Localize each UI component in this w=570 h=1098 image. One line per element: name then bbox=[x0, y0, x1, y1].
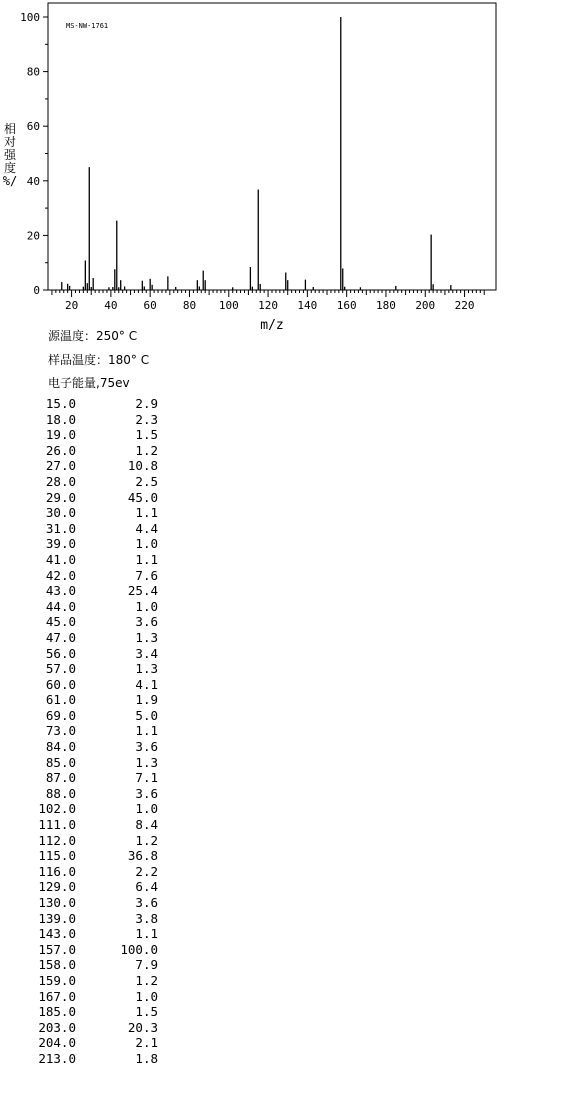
mz-cell: 102.0 bbox=[38, 801, 76, 817]
x-tick-label: 200 bbox=[415, 299, 436, 312]
sample-temperature: 样品温度：180° C bbox=[48, 353, 150, 367]
source-temperature: 源温度：250° C bbox=[48, 329, 138, 343]
intensity-cell: 1.3 bbox=[135, 629, 158, 645]
x-tick-label: 40 bbox=[104, 299, 118, 312]
peak-row bbox=[34, 568, 158, 584]
mz-cell: 42.0 bbox=[45, 567, 76, 583]
peak-row bbox=[34, 973, 158, 989]
peak-row bbox=[34, 677, 158, 693]
peak-row bbox=[34, 817, 158, 833]
intensity-cell: 3.6 bbox=[135, 785, 158, 801]
peak-row bbox=[34, 755, 158, 771]
mz-cell: 159.0 bbox=[38, 972, 76, 988]
peak-row bbox=[34, 1035, 158, 1051]
mz-cell: 88.0 bbox=[45, 785, 76, 801]
mz-cell: 203.0 bbox=[38, 1019, 76, 1035]
intensity-cell: 1.3 bbox=[135, 754, 158, 770]
intensity-cell: 45.0 bbox=[127, 489, 158, 505]
mz-cell: 15.0 bbox=[45, 396, 76, 411]
electron-energy: 电子能量,75ev bbox=[48, 376, 130, 390]
peak-row bbox=[34, 1004, 158, 1020]
intensity-cell: 3.8 bbox=[135, 910, 158, 926]
mz-cell: 26.0 bbox=[45, 442, 76, 458]
y-axis-label bbox=[3, 121, 17, 188]
peak-row bbox=[34, 895, 158, 911]
mz-cell: 84.0 bbox=[45, 739, 76, 755]
mz-cell: 116.0 bbox=[38, 863, 76, 879]
peak-row bbox=[34, 942, 158, 958]
mz-cell: 61.0 bbox=[45, 692, 76, 708]
mz-cell: 158.0 bbox=[38, 957, 76, 973]
peak-row bbox=[34, 630, 158, 646]
y-tick-label: 100 bbox=[20, 11, 40, 24]
intensity-cell: 7.6 bbox=[135, 567, 158, 583]
mz-cell: 57.0 bbox=[45, 661, 76, 677]
intensity-cell: 1.8 bbox=[135, 1050, 158, 1066]
mz-cell: 87.0 bbox=[45, 770, 76, 786]
intensity-cell: 1.1 bbox=[135, 926, 158, 942]
y-axis-label-char: %/ bbox=[2, 174, 18, 188]
y-axis bbox=[20, 11, 48, 297]
peak-row bbox=[34, 708, 158, 724]
peak-row bbox=[34, 1051, 158, 1067]
peak-row bbox=[34, 989, 158, 1005]
mz-cell: 85.0 bbox=[45, 754, 76, 770]
peak-row bbox=[34, 443, 158, 459]
mz-cell: 167.0 bbox=[38, 988, 76, 1004]
peak-row bbox=[34, 926, 158, 942]
intensity-cell: 7.1 bbox=[135, 770, 158, 786]
peak-row bbox=[34, 864, 158, 880]
mz-cell: 112.0 bbox=[38, 832, 76, 848]
mz-cell: 204.0 bbox=[38, 1035, 76, 1051]
mz-cell: 157.0 bbox=[38, 941, 76, 957]
intensity-cell: 1.3 bbox=[135, 661, 158, 677]
x-tick-label: 100 bbox=[218, 299, 239, 312]
x-tick-label: 180 bbox=[376, 299, 396, 312]
intensity-cell: 1.9 bbox=[135, 692, 158, 708]
mz-cell: 129.0 bbox=[38, 879, 76, 895]
peak-row bbox=[34, 770, 158, 786]
plot-frame bbox=[48, 3, 496, 290]
mz-cell: 56.0 bbox=[45, 645, 76, 661]
y-tick-label: 40 bbox=[26, 174, 40, 188]
x-tick-label: 220 bbox=[454, 299, 475, 312]
mz-cell: 28.0 bbox=[45, 473, 76, 489]
peak-row bbox=[34, 552, 158, 568]
intensity-cell: 4.1 bbox=[135, 676, 158, 692]
intensity-cell: 25.4 bbox=[127, 583, 158, 599]
mz-cell: 18.0 bbox=[45, 411, 76, 427]
intensity-cell: 1.2 bbox=[135, 972, 158, 988]
peak-row bbox=[34, 786, 158, 802]
intensity-cell: 3.6 bbox=[135, 739, 158, 755]
y-tick-label: 60 bbox=[26, 120, 40, 134]
y-axis-label-char: 相 bbox=[3, 122, 17, 136]
intensity-cell: 5.0 bbox=[135, 707, 158, 723]
mz-cell: 130.0 bbox=[38, 895, 76, 910]
peak-row bbox=[34, 583, 158, 599]
intensity-cell: 1.1 bbox=[135, 505, 158, 521]
intensity-cell: 3.4 bbox=[135, 645, 158, 661]
intensity-cell: 3.6 bbox=[135, 614, 158, 630]
peak-row bbox=[34, 957, 158, 973]
mz-cell: 31.0 bbox=[45, 520, 76, 536]
peak-row bbox=[34, 521, 158, 537]
intensity-cell: 20.3 bbox=[127, 1019, 158, 1035]
mz-cell: 69.0 bbox=[45, 707, 76, 723]
y-tick-label: 20 bbox=[26, 229, 40, 243]
y-tick-label: 0 bbox=[33, 284, 40, 297]
mz-cell: 111.0 bbox=[38, 817, 76, 833]
peak-row bbox=[34, 661, 158, 677]
x-axis-label: m/z bbox=[260, 318, 284, 333]
mz-cell: 213.0 bbox=[38, 1050, 76, 1066]
peak-row bbox=[34, 646, 158, 662]
mz-cell: 19.0 bbox=[45, 427, 76, 443]
y-axis-label-char: 强 bbox=[3, 148, 17, 162]
y-axis-label-char: 度 bbox=[3, 161, 17, 175]
peak-row bbox=[34, 474, 158, 490]
intensity-cell: 1.0 bbox=[135, 801, 158, 817]
intensity-cell: 8.4 bbox=[135, 817, 158, 833]
intensity-cell: 4.4 bbox=[135, 520, 158, 536]
peak-row bbox=[34, 614, 158, 630]
intensity-cell: 2.9 bbox=[135, 396, 158, 411]
peak-row bbox=[34, 599, 158, 615]
mz-cell: 115.0 bbox=[38, 848, 76, 864]
mz-cell: 139.0 bbox=[38, 910, 76, 926]
intensity-cell: 36.8 bbox=[127, 848, 158, 864]
mz-cell: 45.0 bbox=[45, 614, 76, 630]
chart-title: MS-NW-1761 bbox=[66, 22, 109, 30]
peak-row bbox=[34, 879, 158, 895]
mz-cell: 60.0 bbox=[45, 676, 76, 692]
mz-cell: 29.0 bbox=[45, 489, 76, 505]
intensity-cell: 2.2 bbox=[135, 863, 158, 879]
intensity-cell: 2.1 bbox=[135, 1035, 158, 1051]
intensity-cell: 1.2 bbox=[135, 442, 158, 458]
y-axis-label-char: 对 bbox=[3, 135, 17, 149]
y-tick-label: 80 bbox=[26, 65, 40, 79]
x-tick-label: 20 bbox=[64, 299, 79, 312]
peak-row bbox=[34, 536, 158, 552]
peak-row bbox=[34, 723, 158, 739]
intensity-cell: 1.0 bbox=[135, 536, 158, 552]
mz-cell: 39.0 bbox=[45, 536, 76, 552]
peak-row bbox=[34, 911, 158, 927]
peak-row bbox=[34, 1020, 158, 1036]
mz-cell: 44.0 bbox=[45, 598, 76, 614]
intensity-cell: 10.8 bbox=[127, 458, 158, 474]
peak-row bbox=[34, 505, 158, 521]
intensity-cell: 1.0 bbox=[135, 988, 158, 1004]
peak-row bbox=[34, 396, 158, 412]
peak-row bbox=[34, 848, 158, 864]
peak-row bbox=[34, 490, 158, 506]
intensity-cell: 1.0 bbox=[135, 598, 158, 614]
mz-cell: 30.0 bbox=[45, 505, 76, 521]
x-axis bbox=[52, 290, 484, 312]
x-tick-label: 140 bbox=[297, 299, 318, 312]
x-tick-label: 120 bbox=[258, 299, 279, 312]
x-tick-label: 60 bbox=[143, 299, 157, 312]
x-tick-label: 160 bbox=[336, 299, 357, 312]
intensity-cell: 1.5 bbox=[135, 1004, 158, 1020]
peak-row bbox=[34, 739, 158, 755]
peak-row bbox=[34, 833, 158, 849]
peak-row bbox=[34, 692, 158, 708]
peak-table bbox=[34, 396, 158, 1067]
peak-row bbox=[34, 801, 158, 817]
spectrum-peaks bbox=[62, 17, 451, 290]
mz-cell: 43.0 bbox=[45, 583, 76, 599]
mz-cell: 73.0 bbox=[45, 723, 76, 739]
intensity-cell: 1.2 bbox=[135, 832, 158, 848]
peak-row bbox=[34, 458, 158, 474]
intensity-cell: 7.9 bbox=[135, 957, 158, 973]
intensity-cell: 3.6 bbox=[135, 895, 158, 910]
intensity-cell: 1.5 bbox=[135, 427, 158, 443]
intensity-cell: 100.0 bbox=[120, 941, 158, 957]
mz-cell: 143.0 bbox=[38, 926, 76, 942]
mass-spectrum-chart bbox=[0, 0, 570, 340]
intensity-cell: 2.3 bbox=[135, 411, 158, 427]
peak-row bbox=[34, 427, 158, 443]
intensity-cell: 2.5 bbox=[135, 473, 158, 489]
mz-cell: 185.0 bbox=[38, 1004, 76, 1020]
intensity-cell: 1.1 bbox=[135, 723, 158, 739]
peak-row bbox=[34, 412, 158, 428]
x-tick-label: 80 bbox=[182, 299, 197, 312]
intensity-cell: 1.1 bbox=[135, 551, 158, 567]
mz-cell: 27.0 bbox=[45, 458, 76, 474]
mz-cell: 47.0 bbox=[45, 629, 76, 645]
intensity-cell: 6.4 bbox=[135, 879, 158, 895]
mz-cell: 41.0 bbox=[45, 551, 76, 567]
